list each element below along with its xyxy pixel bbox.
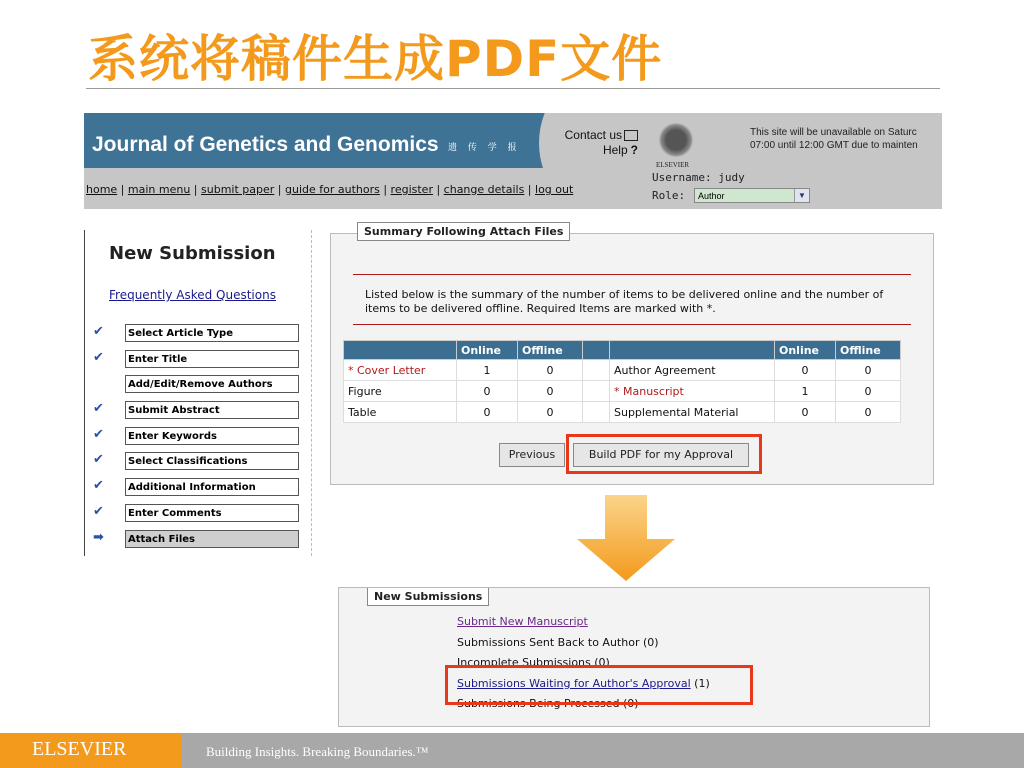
highlight-box-waiting-approval <box>445 665 753 705</box>
role-label: Role: <box>652 189 686 202</box>
online-count: 1 <box>775 381 836 402</box>
new-submissions-panel <box>338 587 930 727</box>
step-additional-information[interactable] <box>93 478 303 498</box>
offline-count: 0 <box>836 381 901 402</box>
previous-button[interactable]: Previous <box>499 443 565 467</box>
notice-line-2: 07:00 until 12:00 GMT due to mainten <box>750 140 918 151</box>
journal-banner <box>84 113 554 168</box>
step-label: Add/Edit/Remove Authors <box>125 375 299 393</box>
table-row <box>344 360 901 381</box>
table-row <box>344 402 901 423</box>
step-submit-abstract[interactable] <box>93 401 303 421</box>
maintenance-notice <box>750 126 918 152</box>
step-enter-keywords[interactable] <box>93 427 303 447</box>
summary-heading: Summary Following Attach Files <box>357 222 570 241</box>
offline-count: 0 <box>836 402 901 423</box>
submit-new-manuscript-link[interactable]: Submit New Manuscript <box>457 615 588 628</box>
submission-sidebar <box>84 230 312 556</box>
spacer-cell <box>583 402 610 423</box>
col-header-spacer <box>583 341 610 360</box>
down-arrow-icon <box>575 495 675 581</box>
item-name: * Cover Letter <box>344 360 457 381</box>
help-link[interactable] <box>552 143 638 158</box>
offline-count: 0 <box>836 360 901 381</box>
highlight-box-build-pdf <box>566 434 762 474</box>
nav-link-log-out[interactable]: log out <box>535 183 574 196</box>
journal-header <box>84 113 942 209</box>
step-label: Enter Title <box>125 350 299 368</box>
username-label: Username: judy <box>652 171 745 184</box>
online-count: 0 <box>775 402 836 423</box>
step-list <box>93 324 303 555</box>
journal-title-chinese: 遗 传 学 报 <box>448 143 521 153</box>
item-name: Author Agreement <box>610 360 775 381</box>
spacer-cell <box>583 381 610 402</box>
role-select[interactable] <box>694 188 810 203</box>
col-header-item <box>344 341 457 360</box>
item-name: Figure <box>344 381 457 402</box>
incomplete-item[interactable]: Incomplete Submissions (0) <box>457 656 610 669</box>
col-header-offline-2: Offline <box>836 341 901 360</box>
checkmark-icon: ✔ <box>93 401 104 417</box>
role-select-value: Author <box>698 191 725 201</box>
summary-description: Listed below is the summary of the number of items to be delivered online and the number of items to be delivered offline. Required Items are marked with *. <box>365 288 884 315</box>
footer-tagline: Building Insights. Breaking Boundaries.™ <box>206 744 429 759</box>
step-label: Additional Information <box>125 478 299 496</box>
online-count: 0 <box>457 402 518 423</box>
step-label: Enter Keywords <box>125 427 299 445</box>
waiting-approval-count: (1) <box>694 676 710 690</box>
build-pdf-button[interactable]: Build PDF for my Approval <box>573 443 749 467</box>
chevron-down-icon: ▼ <box>794 189 809 202</box>
spacer-cell <box>583 360 610 381</box>
table-row <box>344 381 901 402</box>
faq-link[interactable]: Frequently Asked Questions <box>109 288 276 302</box>
checkmark-icon: ✔ <box>93 349 104 365</box>
title-divider <box>86 88 940 89</box>
checkmark-icon: ✔ <box>93 478 104 494</box>
new-submissions-heading: New Submissions <box>367 587 489 606</box>
summary-panel <box>330 225 934 485</box>
being-processed-item[interactable]: Submissions Being Processed (0) <box>457 697 639 710</box>
sidebar-title: New Submission <box>109 243 276 264</box>
notice-line-1: This site will be unavailable on Saturc <box>750 127 917 138</box>
contact-us-link[interactable] <box>552 128 638 143</box>
divider-top <box>353 274 911 275</box>
step-label: Submit Abstract <box>125 401 299 419</box>
question-mark-icon: ? <box>630 143 638 157</box>
tree-icon <box>658 123 694 157</box>
offline-count: 0 <box>518 402 583 423</box>
item-name: Table <box>344 402 457 423</box>
arrow-right-icon: ➡ <box>93 529 104 545</box>
table-header-row <box>344 341 901 360</box>
step-label: Enter Comments <box>125 504 299 522</box>
nav-link-submit-paper[interactable]: submit paper <box>201 183 275 196</box>
offline-count: 0 <box>518 360 583 381</box>
contact-help-block <box>552 128 638 158</box>
items-table <box>343 340 901 423</box>
online-count: 0 <box>457 381 518 402</box>
nav-link-guide-for-authors[interactable]: guide for authors <box>284 183 380 196</box>
footer-logo-text: ELSEVIER <box>32 738 127 760</box>
item-name: Supplemental Material <box>610 402 775 423</box>
step-label: Select Article Type <box>125 324 299 342</box>
checkmark-icon: ✔ <box>93 426 104 442</box>
step-label: Select Classifications <box>125 452 299 470</box>
elsevier-tree-logo <box>652 123 702 173</box>
envelope-icon <box>624 130 638 141</box>
offline-count: 0 <box>518 381 583 402</box>
checkmark-icon: ✔ <box>93 452 104 468</box>
online-count: 0 <box>775 360 836 381</box>
help-label: Help <box>602 143 628 157</box>
sent-back-item[interactable]: Submissions Sent Back to Author (0) <box>457 635 659 649</box>
divider-bottom <box>353 324 911 325</box>
item-name: * Manuscript <box>610 381 775 402</box>
nav-link-register[interactable]: register <box>390 183 433 196</box>
step-enter-comments[interactable] <box>93 504 303 524</box>
top-nav: home | main menu | submit paper | guide for authors | register | change details | log out <box>86 183 574 196</box>
online-count: 1 <box>457 360 518 381</box>
step-enter-title[interactable] <box>93 350 303 370</box>
nav-link-main-menu[interactable]: main menu <box>127 183 191 196</box>
step-select-article-type[interactable] <box>93 324 303 344</box>
elsevier-logo-text: ELSEVIER <box>656 161 690 169</box>
col-header-online: Online <box>457 341 518 360</box>
col-header-online-2: Online <box>775 341 836 360</box>
checkmark-icon: ✔ <box>93 324 104 339</box>
step-select-classifications[interactable] <box>93 452 303 472</box>
checkmark-icon: ✔ <box>93 503 104 519</box>
waiting-approval-link[interactable]: Submissions Waiting for Author's Approval <box>457 676 691 690</box>
journal-title: Journal of Genetics and Genomics <box>92 133 439 156</box>
col-header-item-2 <box>610 341 775 360</box>
col-header-offline: Offline <box>518 341 583 360</box>
nav-link-home[interactable]: home <box>86 183 118 196</box>
step-label: Attach Files <box>125 530 299 548</box>
step-add-edit-remove-authors[interactable] <box>93 375 303 395</box>
contact-us-label: Contact us <box>564 128 622 142</box>
slide-title: 系统将稿件生成PDF文件 <box>88 30 663 88</box>
nav-link-change-details[interactable]: change details <box>443 183 525 196</box>
step-attach-files[interactable] <box>93 530 303 550</box>
footer-elsevier-logo <box>0 733 182 768</box>
